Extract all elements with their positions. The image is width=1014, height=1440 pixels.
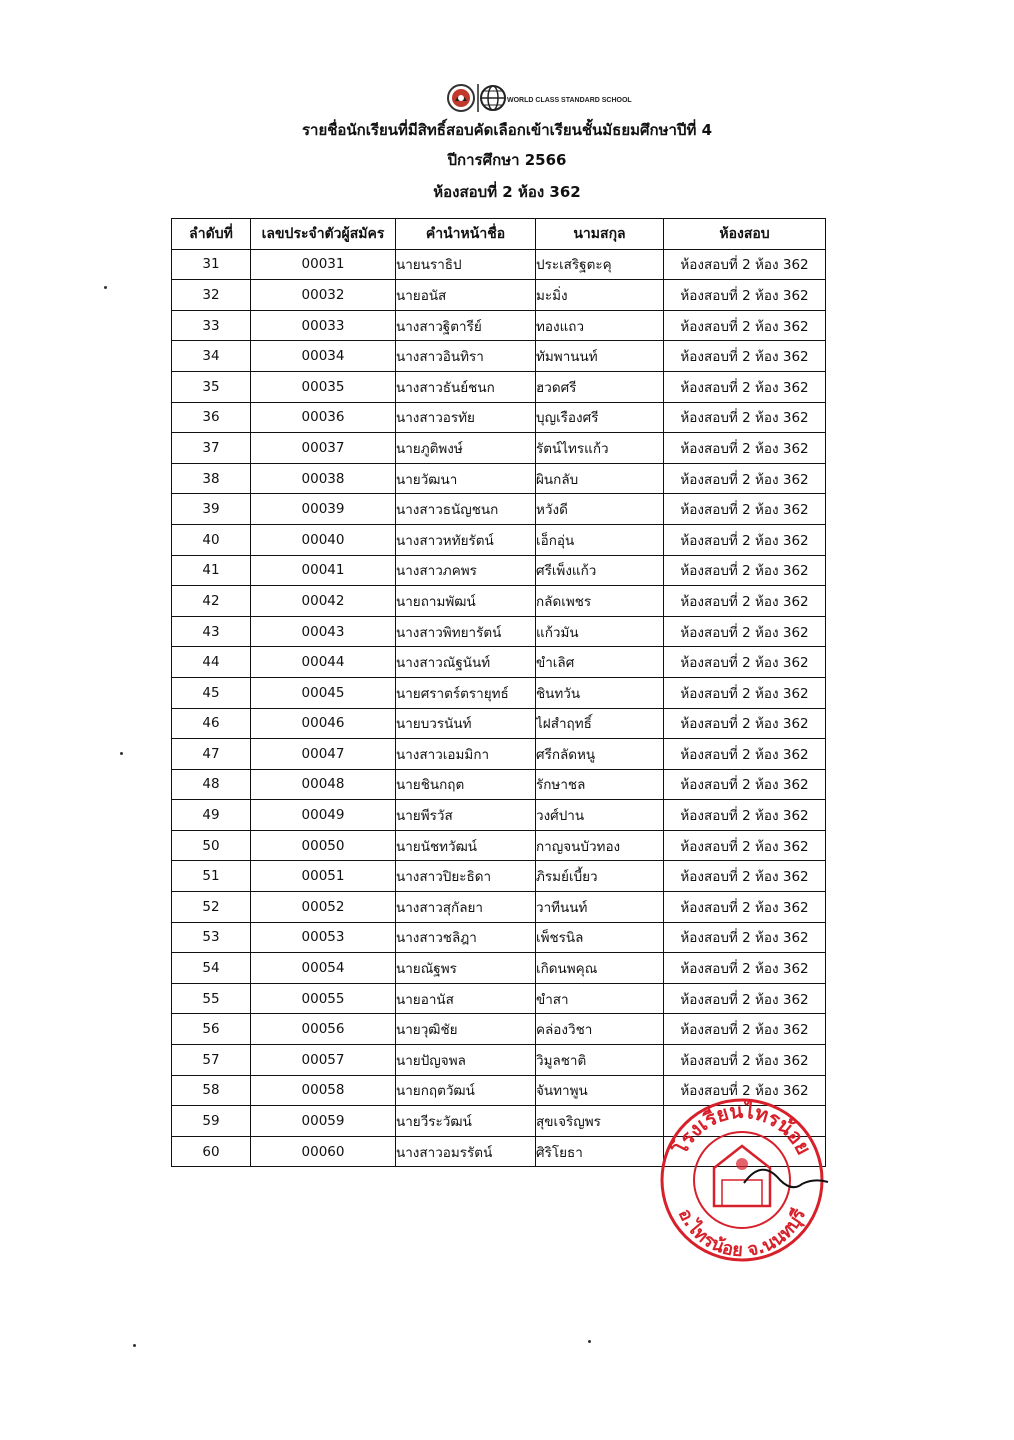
row-order: 59: [172, 1106, 251, 1137]
table-row: [172, 249, 826, 280]
row-surname: รักษาชล: [536, 769, 664, 800]
svg-text:โรงเรียนไทรน้อย: [667, 1099, 816, 1160]
row-surname: ขำสา: [536, 983, 664, 1014]
table-row: [172, 892, 826, 923]
row-order: 49: [172, 800, 251, 831]
logo-text: WORLD CLASS STANDARD SCHOOL: [507, 97, 632, 104]
table-row: [172, 310, 826, 341]
row-exam-room: ห้องสอบที่ 2 ห้อง 362: [664, 463, 826, 494]
row-exam-room: ห้องสอบที่ 2 ห้อง 362: [664, 922, 826, 953]
scan-speck: [588, 1340, 591, 1343]
table-row: [172, 463, 826, 494]
row-first-name: นายนัชทวัฒน์: [396, 830, 536, 861]
row-surname: เอ็กอุ่น: [536, 524, 664, 555]
table-row: [172, 494, 826, 525]
row-order: 37: [172, 433, 251, 464]
row-applicant-id: 00050: [251, 830, 396, 861]
row-surname: ศรีเพ็งแก้ว: [536, 555, 664, 586]
row-surname: ขำเลิศ: [536, 647, 664, 678]
table-row: [172, 677, 826, 708]
table-row: [172, 402, 826, 433]
row-first-name: นางสาวอรทัย: [396, 402, 536, 433]
table-row: [172, 830, 826, 861]
globe-icon: [481, 86, 505, 110]
row-surname: กลัดเพชร: [536, 586, 664, 617]
row-first-name: นายพีรวัส: [396, 800, 536, 831]
row-first-name: นายถามพัฒน์: [396, 586, 536, 617]
stamp-text-bottom: อ.ไทรน้อย จ.นนทบุรี: [673, 1205, 811, 1262]
row-first-name: นายอานัส: [396, 983, 536, 1014]
row-order: 34: [172, 341, 251, 372]
row-applicant-id: 00046: [251, 708, 396, 739]
row-applicant-id: 00037: [251, 433, 396, 464]
row-exam-room: ห้องสอบที่ 2 ห้อง 362: [664, 1014, 826, 1045]
row-applicant-id: 00032: [251, 280, 396, 311]
row-order: 32: [172, 280, 251, 311]
row-order: 46: [172, 708, 251, 739]
row-surname: หวังดี: [536, 494, 664, 525]
row-applicant-id: 00051: [251, 861, 396, 892]
table-row: [172, 371, 826, 402]
scan-speck: [120, 752, 123, 755]
row-surname: ศรีกลัดหนู: [536, 739, 664, 770]
row-first-name: นายศราตร์ตรายุทธ์: [396, 677, 536, 708]
row-first-name: นายอนัส: [396, 280, 536, 311]
table-row: [172, 769, 826, 800]
row-first-name: นางสาวณัฐนันท์: [396, 647, 536, 678]
row-applicant-id: 00057: [251, 1045, 396, 1076]
row-exam-room: ห้องสอบที่ 2 ห้อง 362: [664, 769, 826, 800]
row-surname: ฮวดศรี: [536, 371, 664, 402]
row-first-name: นางสาวปิยะธิดา: [396, 861, 536, 892]
row-order: 42: [172, 586, 251, 617]
row-order: 54: [172, 953, 251, 984]
row-first-name: นายภูติพงษ์: [396, 433, 536, 464]
signature-icon: [744, 1170, 828, 1187]
row-order: 53: [172, 922, 251, 953]
row-exam-room: ห้องสอบที่ 2 ห้อง 362: [664, 555, 826, 586]
row-applicant-id: 00033: [251, 310, 396, 341]
row-surname: ภิรมย์เบี้ยว: [536, 861, 664, 892]
col-header-name: คำนำหน้าชื่อ: [396, 219, 536, 250]
row-surname: จันทาพูน: [536, 1075, 664, 1106]
row-exam-room: ห้องสอบที่ 2 ห้อง 362: [664, 1075, 826, 1106]
row-exam-room: ห้องสอบที่ 2 ห้อง 362: [664, 1045, 826, 1076]
row-exam-room: ห้องสอบที่ 2 ห้อง 362: [664, 280, 826, 311]
row-first-name: นางสาวสุกัลยา: [396, 892, 536, 923]
row-applicant-id: 00038: [251, 463, 396, 494]
row-order: 48: [172, 769, 251, 800]
row-order: 40: [172, 524, 251, 555]
row-first-name: นายปัญจพล: [396, 1045, 536, 1076]
student-list-table: [171, 218, 826, 1167]
row-order: 52: [172, 892, 251, 923]
row-order: 41: [172, 555, 251, 586]
table-row: [172, 922, 826, 953]
row-exam-room: ห้องสอบที่ 2 ห้อง 362: [664, 708, 826, 739]
row-applicant-id: 00035: [251, 371, 396, 402]
table-row: [172, 280, 826, 311]
row-applicant-id: 00044: [251, 647, 396, 678]
stamp-emblem-icon: [714, 1146, 770, 1206]
row-order: 50: [172, 830, 251, 861]
page-title: รายชื่อนักเรียนที่มีสิทธิ์สอบคัดเลือกเข้าเรียนชั้นมัธยมศึกษาปีที่ 4: [301, 121, 713, 139]
row-surname: ประเสริฐตะคุ: [536, 249, 664, 280]
row-surname: ศิริโยธา: [536, 1136, 664, 1167]
official-stamp: [652, 1088, 832, 1268]
scan-speck: [104, 286, 107, 289]
row-exam-room: ห้องสอบที่ 2 ห้อง 362: [664, 800, 826, 831]
row-exam-room: ห้องสอบที่ 2 ห้อง 362: [664, 371, 826, 402]
table-row: [172, 555, 826, 586]
row-order: 47: [172, 739, 251, 770]
table-row: [172, 861, 826, 892]
row-first-name: นางสาวอมรรัตน์: [396, 1136, 536, 1167]
table-row: [172, 1014, 826, 1045]
table-row: [172, 708, 826, 739]
row-order: 56: [172, 1014, 251, 1045]
row-order: 38: [172, 463, 251, 494]
row-exam-room: ห้องสอบที่ 2 ห้อง 362: [664, 861, 826, 892]
row-applicant-id: 00054: [251, 953, 396, 984]
row-surname: บุญเรืองศรี: [536, 402, 664, 433]
row-surname: คล่องวิชา: [536, 1014, 664, 1045]
row-surname: รัตน์ไทรแก้ว: [536, 433, 664, 464]
row-applicant-id: 00045: [251, 677, 396, 708]
row-first-name: นางสาวเอมมิกา: [396, 739, 536, 770]
row-applicant-id: 00059: [251, 1106, 396, 1137]
scan-speck: [133, 1344, 136, 1347]
col-header-order: ลำดับที่: [172, 219, 251, 250]
table-row: [172, 433, 826, 464]
row-exam-room: ห้องสอบที่ 2 ห้อง 362: [664, 983, 826, 1014]
row-first-name: นางสาวหทัยรัตน์: [396, 524, 536, 555]
row-applicant-id: 00043: [251, 616, 396, 647]
row-order: 43: [172, 616, 251, 647]
row-first-name: นางสาวชลิฎา: [396, 922, 536, 953]
table-row: [172, 341, 826, 372]
table-row: [172, 1045, 826, 1076]
row-applicant-id: 00034: [251, 341, 396, 372]
table-row: [172, 586, 826, 617]
academic-year: ปีการศึกษา 2566: [447, 151, 567, 169]
row-applicant-id: 00052: [251, 892, 396, 923]
row-applicant-id: 00060: [251, 1136, 396, 1167]
row-first-name: นายนราธิป: [396, 249, 536, 280]
row-order: 44: [172, 647, 251, 678]
row-surname: แก้วมัน: [536, 616, 664, 647]
table-header-row: [172, 219, 826, 250]
row-exam-room: ห้องสอบที่ 2 ห้อง 362: [664, 892, 826, 923]
row-surname: ผินกลับ: [536, 463, 664, 494]
row-applicant-id: 00047: [251, 739, 396, 770]
row-exam-room: ห้องสอบที่ 2 ห้อง 362: [664, 249, 826, 280]
row-first-name: นางสาวฐิตารีย์: [396, 310, 536, 341]
row-exam-room: ห้องสอบที่ 2 ห้อง 362: [664, 524, 826, 555]
row-exam-room: ห้องสอบที่ 2 ห้อง 362: [664, 616, 826, 647]
row-first-name: นายณัฐพร: [396, 953, 536, 984]
row-order: 33: [172, 310, 251, 341]
row-first-name: นางสาวอินทิรา: [396, 341, 536, 372]
row-exam-room: ห้องสอบที่ 2 ห้อง 362: [664, 433, 826, 464]
col-header-applicant-id: เลขประจำตัวผู้สมัคร: [251, 219, 396, 250]
row-exam-room: ห้องสอบที่ 2 ห้อง 362: [664, 402, 826, 433]
row-order: 55: [172, 983, 251, 1014]
row-applicant-id: 00031: [251, 249, 396, 280]
row-first-name: นายกฤตวัฒน์: [396, 1075, 536, 1106]
row-surname: ชินทวัน: [536, 677, 664, 708]
row-applicant-id: 00042: [251, 586, 396, 617]
row-first-name: นางสาวธันย์ชนก: [396, 371, 536, 402]
table-row: [172, 953, 826, 984]
row-exam-room: ห้องสอบที่ 2 ห้อง 362: [664, 739, 826, 770]
row-surname: ทัมพานนท์: [536, 341, 664, 372]
row-order: 35: [172, 371, 251, 402]
col-header-surname: นามสกุล: [536, 219, 664, 250]
row-exam-room: ห้องสอบที่ 2 ห้อง 362: [664, 586, 826, 617]
row-order: 60: [172, 1136, 251, 1167]
table-row: [172, 800, 826, 831]
row-order: 39: [172, 494, 251, 525]
row-surname: วิมูลชาติ: [536, 1045, 664, 1076]
row-first-name: นายวีระวัฒน์: [396, 1106, 536, 1137]
row-exam-room: ห้องสอบที่ 2 ห้อง 362: [664, 830, 826, 861]
row-first-name: นางสาวภคพร: [396, 555, 536, 586]
row-exam-room: ห้องสอบที่ 2 ห้อง 362: [664, 341, 826, 372]
row-applicant-id: 00041: [251, 555, 396, 586]
row-applicant-id: 00049: [251, 800, 396, 831]
row-first-name: นายบวรนันท์: [396, 708, 536, 739]
row-order: 58: [172, 1075, 251, 1106]
row-order: 57: [172, 1045, 251, 1076]
row-applicant-id: 00053: [251, 922, 396, 953]
row-order: 31: [172, 249, 251, 280]
row-exam-room: ห้องสอบที่ 2 ห้อง 362: [664, 953, 826, 984]
row-exam-room: ห้องสอบที่ 2 ห้อง 362: [664, 647, 826, 678]
table-row: [172, 647, 826, 678]
table-row: [172, 524, 826, 555]
row-first-name: นายวัฒนา: [396, 463, 536, 494]
row-surname: วาทีนนท์: [536, 892, 664, 923]
row-exam-room: ห้องสอบที่ 2 ห้อง 362: [664, 494, 826, 525]
row-first-name: นายชินกฤต: [396, 769, 536, 800]
school-emblem-icon: [448, 85, 474, 111]
svg-text:อ.ไทรน้อย จ.นนทบุรี: [674, 1205, 810, 1261]
row-surname: สุขเจริญพร: [536, 1106, 664, 1137]
row-first-name: นางสาวธนัญชนก: [396, 494, 536, 525]
row-order: 45: [172, 677, 251, 708]
row-first-name: นางสาวพิทยารัตน์: [396, 616, 536, 647]
row-order: 51: [172, 861, 251, 892]
row-applicant-id: 00055: [251, 983, 396, 1014]
table-row: [172, 983, 826, 1014]
col-header-exam-room: ห้องสอบ: [664, 219, 826, 250]
row-surname: วงศ์ปาน: [536, 800, 664, 831]
row-first-name: นายวุฒิชัย: [396, 1014, 536, 1045]
row-applicant-id: 00039: [251, 494, 396, 525]
row-surname: ไฝสำฤทธิ์: [536, 708, 664, 739]
row-surname: ทองแถว: [536, 310, 664, 341]
row-applicant-id: 00056: [251, 1014, 396, 1045]
row-order: 36: [172, 402, 251, 433]
row-surname: เพ็ชรนิล: [536, 922, 664, 953]
stamp-text-top: โรงเรียนไทรน้อย: [667, 1098, 817, 1159]
row-exam-room: ห้องสอบที่ 2 ห้อง 362: [664, 677, 826, 708]
row-applicant-id: 00036: [251, 402, 396, 433]
row-applicant-id: 00058: [251, 1075, 396, 1106]
table-row: [172, 616, 826, 647]
row-surname: เกิดนพคุณ: [536, 953, 664, 984]
row-surname: กาญจนบัวทอง: [536, 830, 664, 861]
row-surname: มะมิ่ง: [536, 280, 664, 311]
school-logos: [447, 80, 632, 116]
exam-room-heading: ห้องสอบที่ 2 ห้อง 362: [433, 183, 581, 201]
row-exam-room: ห้องสอบที่ 2 ห้อง 362: [664, 310, 826, 341]
row-applicant-id: 00048: [251, 769, 396, 800]
table-row: [172, 739, 826, 770]
row-applicant-id: 00040: [251, 524, 396, 555]
